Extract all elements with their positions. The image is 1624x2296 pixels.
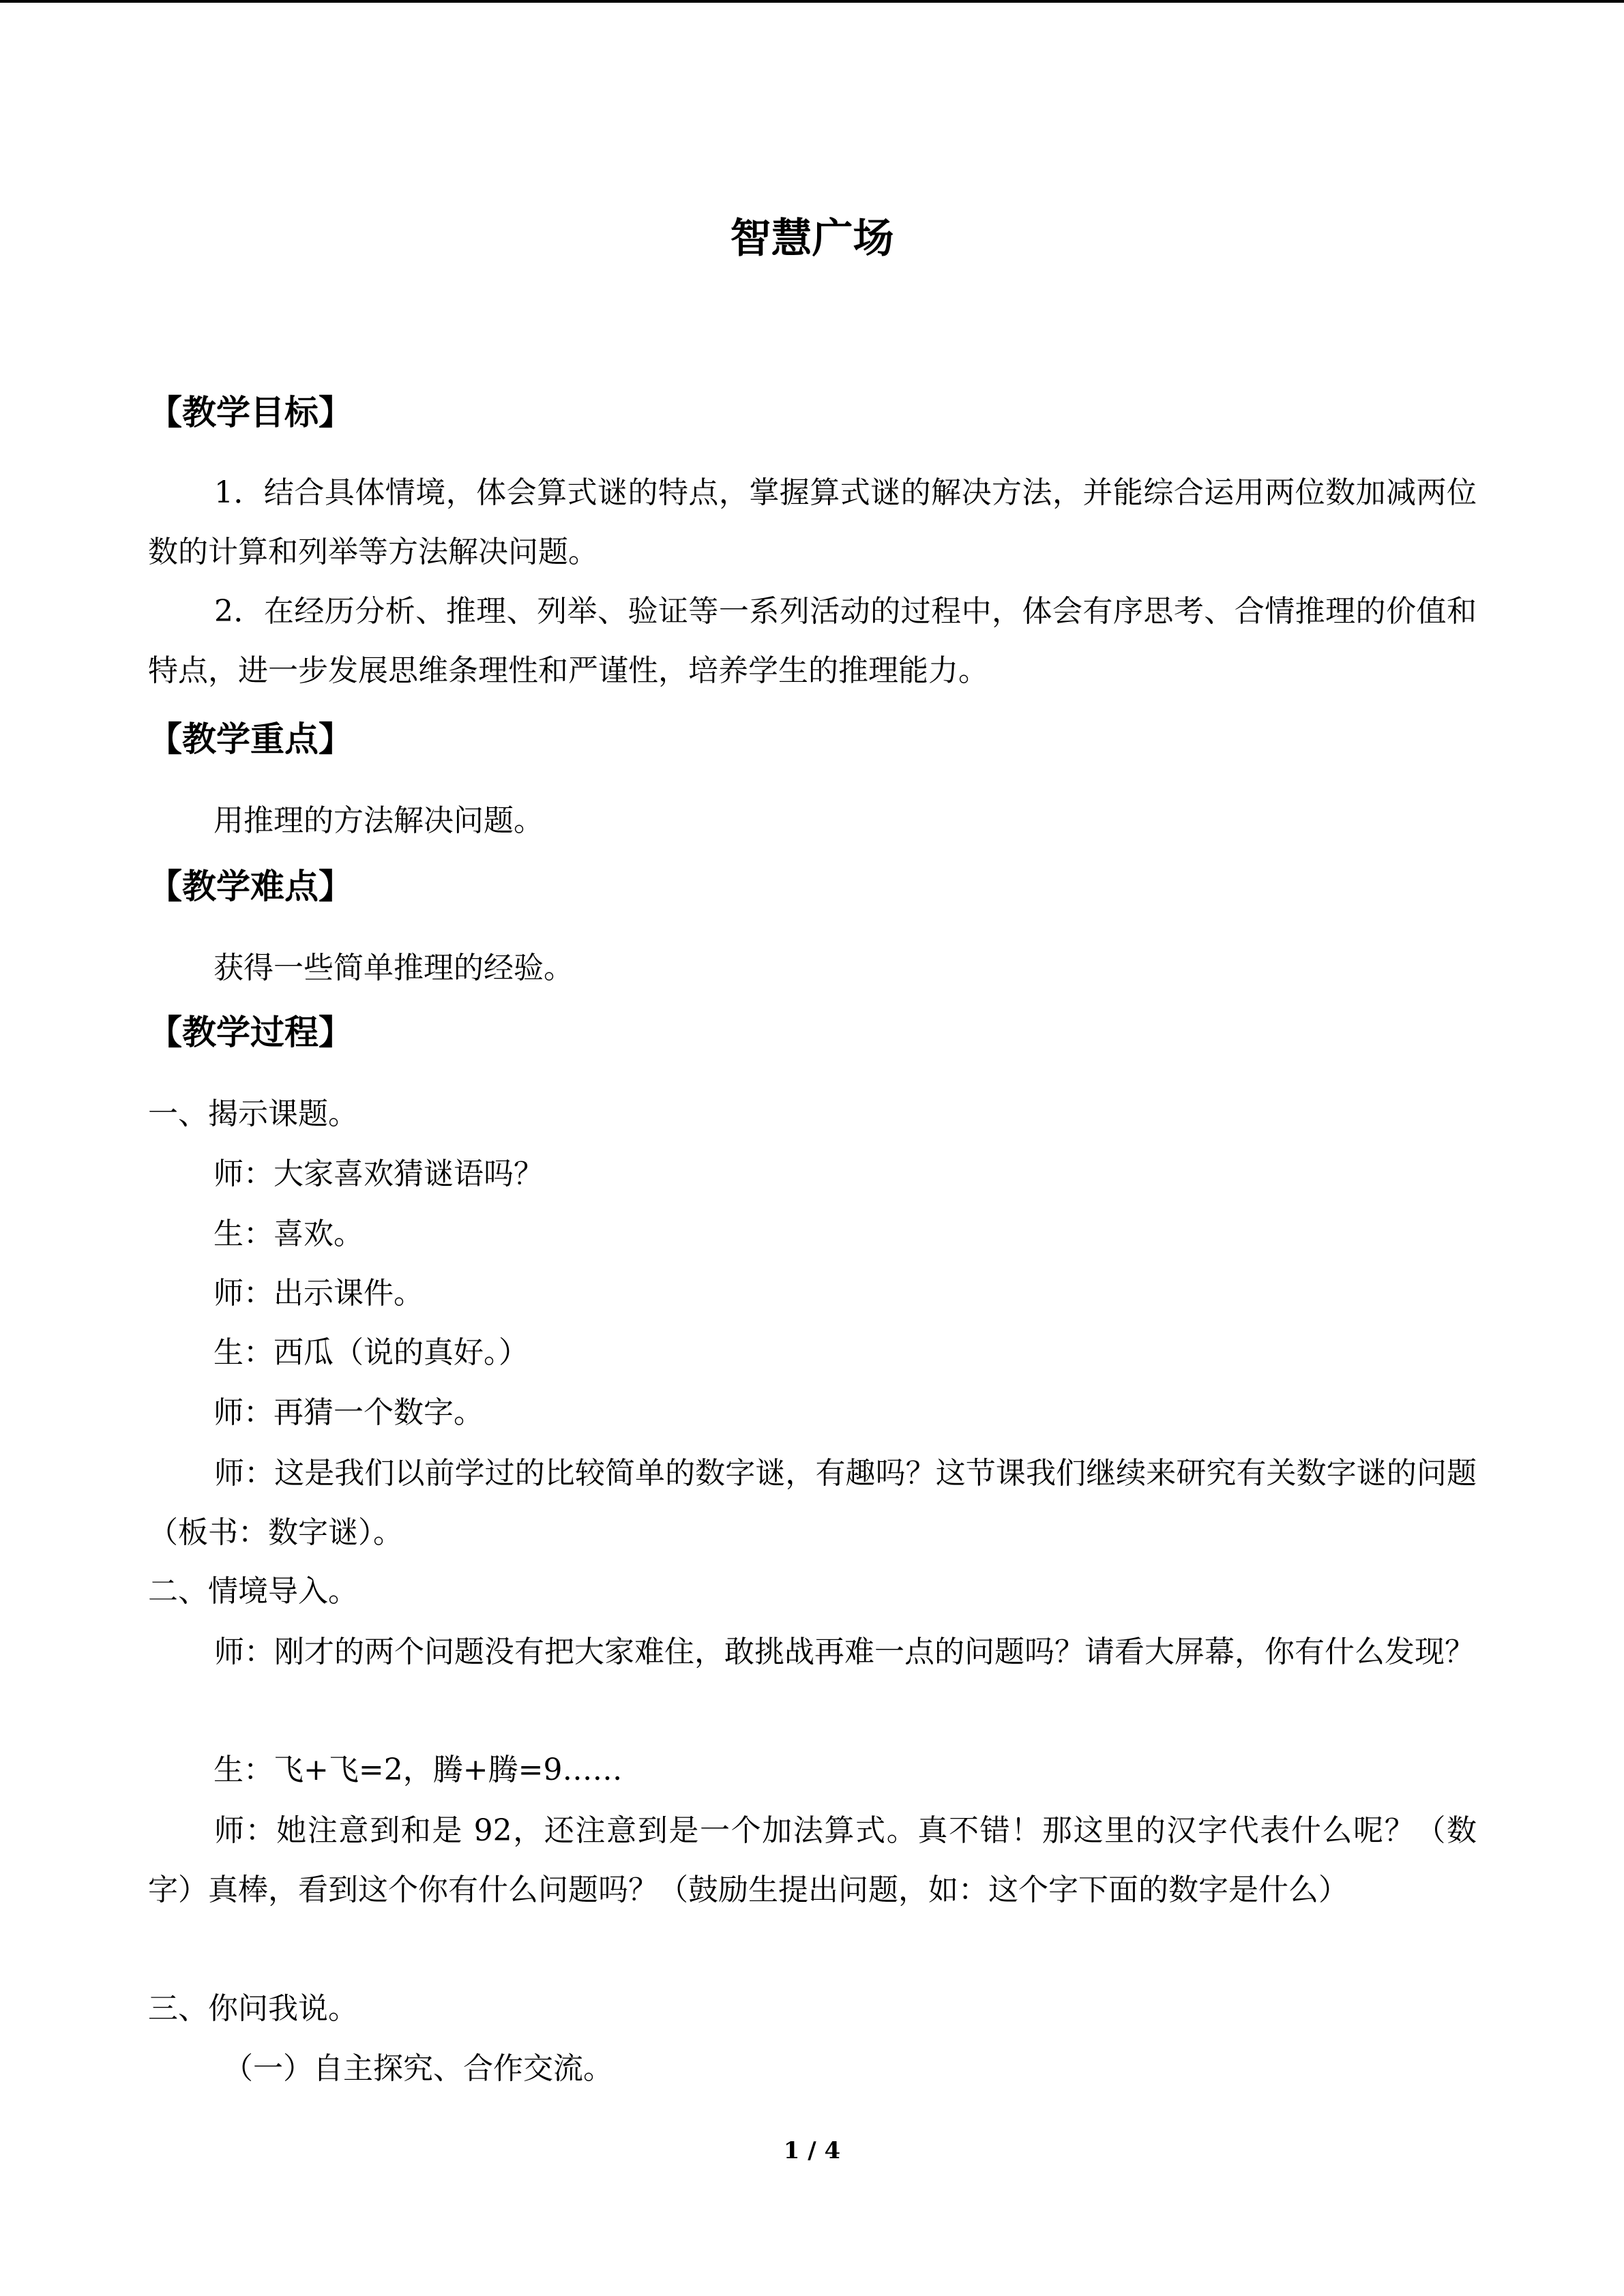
document-title: 智慧广场 (730, 215, 894, 263)
part3-subtitle: （一）自主探究、合作交流。 (223, 2051, 613, 2086)
heading-process: 【教学过程】 (148, 1013, 353, 1052)
part1-title: 一、揭示课题。 (148, 1097, 358, 1131)
page-number: 1 / 4 (783, 2137, 841, 2164)
part2-paragraph-2: 师：她注意到和是 92，还注意到是一个加法算式。真不错！那这里的汉字代表什么呢？（数字）真棒，看到这个你有什么问题吗？（鼓励生提出问题，如：这个字下面的数字是什么） (148, 1813, 1477, 1907)
dialogue-line: 师：大家喜欢猜谜语吗？ (213, 1157, 544, 1191)
top-border (0, 0, 1624, 3)
difficulty-text: 获得一些简单推理的经验。 (213, 951, 574, 985)
goal-item-2: 2．在经历分析、推理、列举、验证等一系列活动的过程中，体会有序思考、合情推理的价值和特点，进一步发展思维条理性和严谨性，培养学生的推理能力。 (148, 594, 1477, 688)
heading-goals: 【教学目标】 (148, 393, 353, 432)
part3-title: 三、你问我说。 (148, 1991, 358, 2026)
part2-paragraph-1: 师：刚才的两个问题没有把大家难住，敢挑战再难一点的问题吗？请看大屏幕，你有什么发现？ (214, 1635, 1475, 1669)
heading-key-point: 【教学重点】 (148, 719, 353, 759)
dialogue-line: 生：喜欢。 (213, 1217, 364, 1251)
dialogue-line: 师：出示课件。 (213, 1276, 424, 1311)
heading-difficulty: 【教学难点】 (148, 867, 353, 906)
dialogue-line: 生：飞+飞=2，腾+腾=9…… (213, 1753, 623, 1787)
part2-title: 二、情境导入。 (148, 1574, 358, 1609)
key-point-text: 用推理的方法解决问题。 (213, 803, 544, 838)
dialogue-line: 生：西瓜（说的真好。） (213, 1335, 529, 1370)
goal-item-1: 1．结合具体情境，体会算式谜的特点，掌握算式谜的解决方法，并能综合运用两位数加减两位数的计算和列举等方法解决问题。 (148, 475, 1477, 569)
dialogue-line: 师：再猜一个数字。 (213, 1395, 484, 1430)
part1-paragraph: 师：这是我们以前学过的比较简单的数字谜，有趣吗？这节课我们继续来研究有关数字谜的问题（板书：数字谜）。 (148, 1456, 1477, 1550)
